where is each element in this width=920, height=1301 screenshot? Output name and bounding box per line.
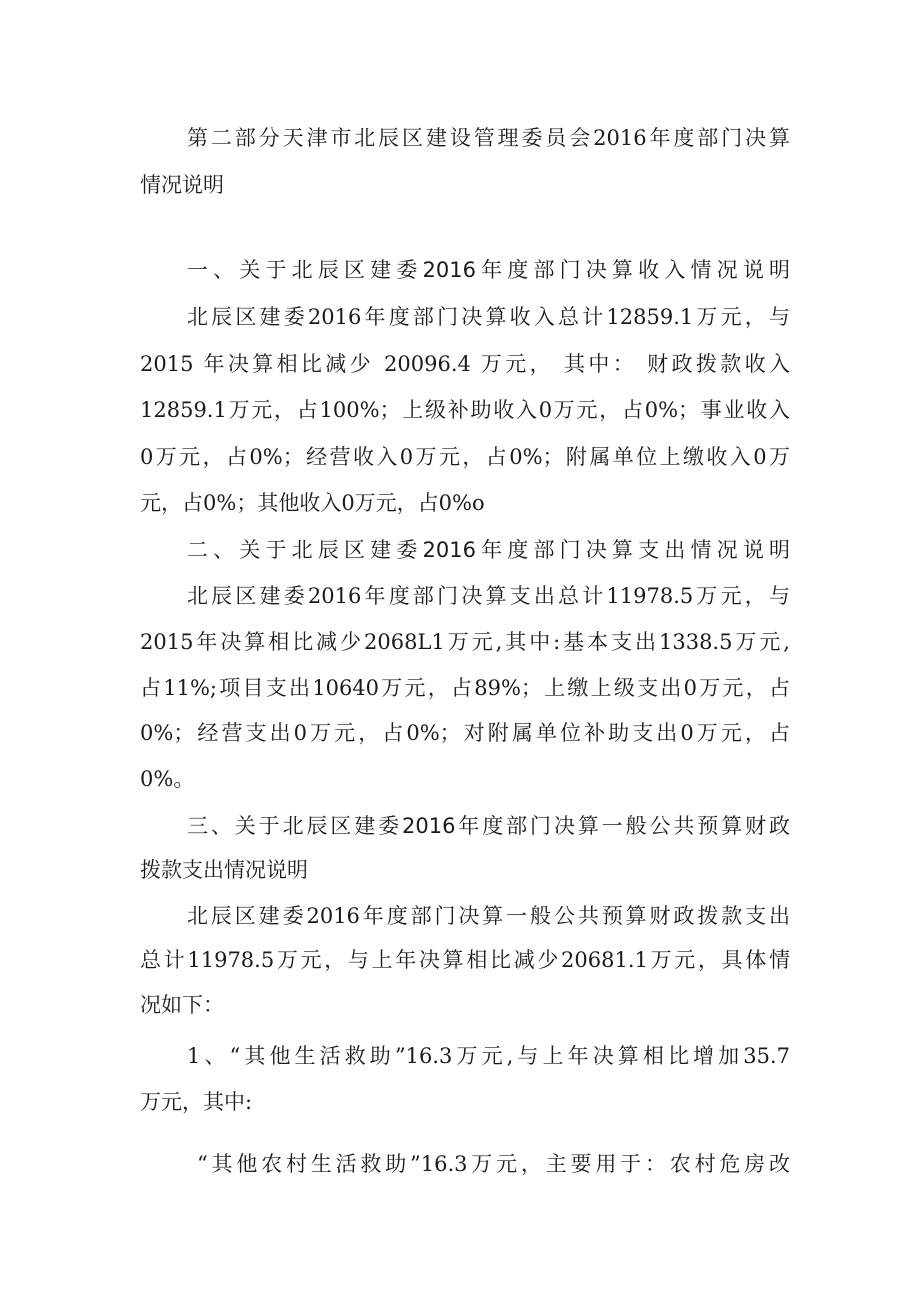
section-2-line: 占11%;项目支出10640万元，占89%；上缴上级支出0万元，占 xyxy=(140,676,790,700)
section-2-line: 0%；经营支出0万元，占0%；对附属单位补助支出0万元，占 xyxy=(140,721,790,745)
section-2-heading: 二、关于北辰区建委2016年度部门决算支出情况说明 xyxy=(187,538,790,562)
section-2-line: 2015年决算相比减少2068L1万元,其中:基本支出1338.5万元, xyxy=(140,630,790,654)
section-1-line: 北辰区建委2016年度部门决算收入总计12859.1万元，与 xyxy=(187,305,790,329)
section-1-heading: 一、关于北辰区建委2016年度部门决算收入情况说明 xyxy=(187,258,790,282)
section-1-line: 0万元，占0%；经营收入0万元，占0%；附属单位上缴收入0万 xyxy=(140,445,790,469)
document-title-line-1: 第二部分天津市北辰区建设管理委员会2016年度部门决算 xyxy=(187,126,790,150)
section-1-line: 12859.1万元，占100%；上级补助收入0万元，占0%；事业收入 xyxy=(140,398,790,422)
section-2-line: 0%。 xyxy=(140,767,195,791)
section-1-line: 元，占0%；其他收入0万元，占0%o xyxy=(140,491,485,515)
section-3-line: 总计11978.5万元，与上年决算相比减少20681.1万元，具体情 xyxy=(140,948,790,972)
item-1-line: 万元，其中: xyxy=(140,1090,253,1114)
section-1-line: 2015 年决算相比减少 20096.4 万元， 其中： 财政拨款收入 xyxy=(140,352,790,376)
section-3-line: 北辰区建委2016年度部门决算一般公共预算财政拨款支出 xyxy=(187,904,790,928)
section-2-line: 北辰区建委2016年度部门决算支出总计11978.5万元，与 xyxy=(187,584,790,608)
item-1-line: 1、“其他生活救助”16.3万元,与上年决算相比增加35.7 xyxy=(187,1044,790,1068)
section-3-heading-line-1: 三、关于北辰区建委2016年度部门决算一般公共预算财政 xyxy=(187,814,790,838)
section-3-heading-line-2: 拨款支出情况说明 xyxy=(140,858,308,882)
document-title-line-2: 情况说明 xyxy=(140,173,224,197)
section-3-line: 况如下： xyxy=(140,993,224,1017)
item-1a-line: “其他农村生活救助”16.3万元，主要用于：农村危房改 xyxy=(197,1152,790,1176)
